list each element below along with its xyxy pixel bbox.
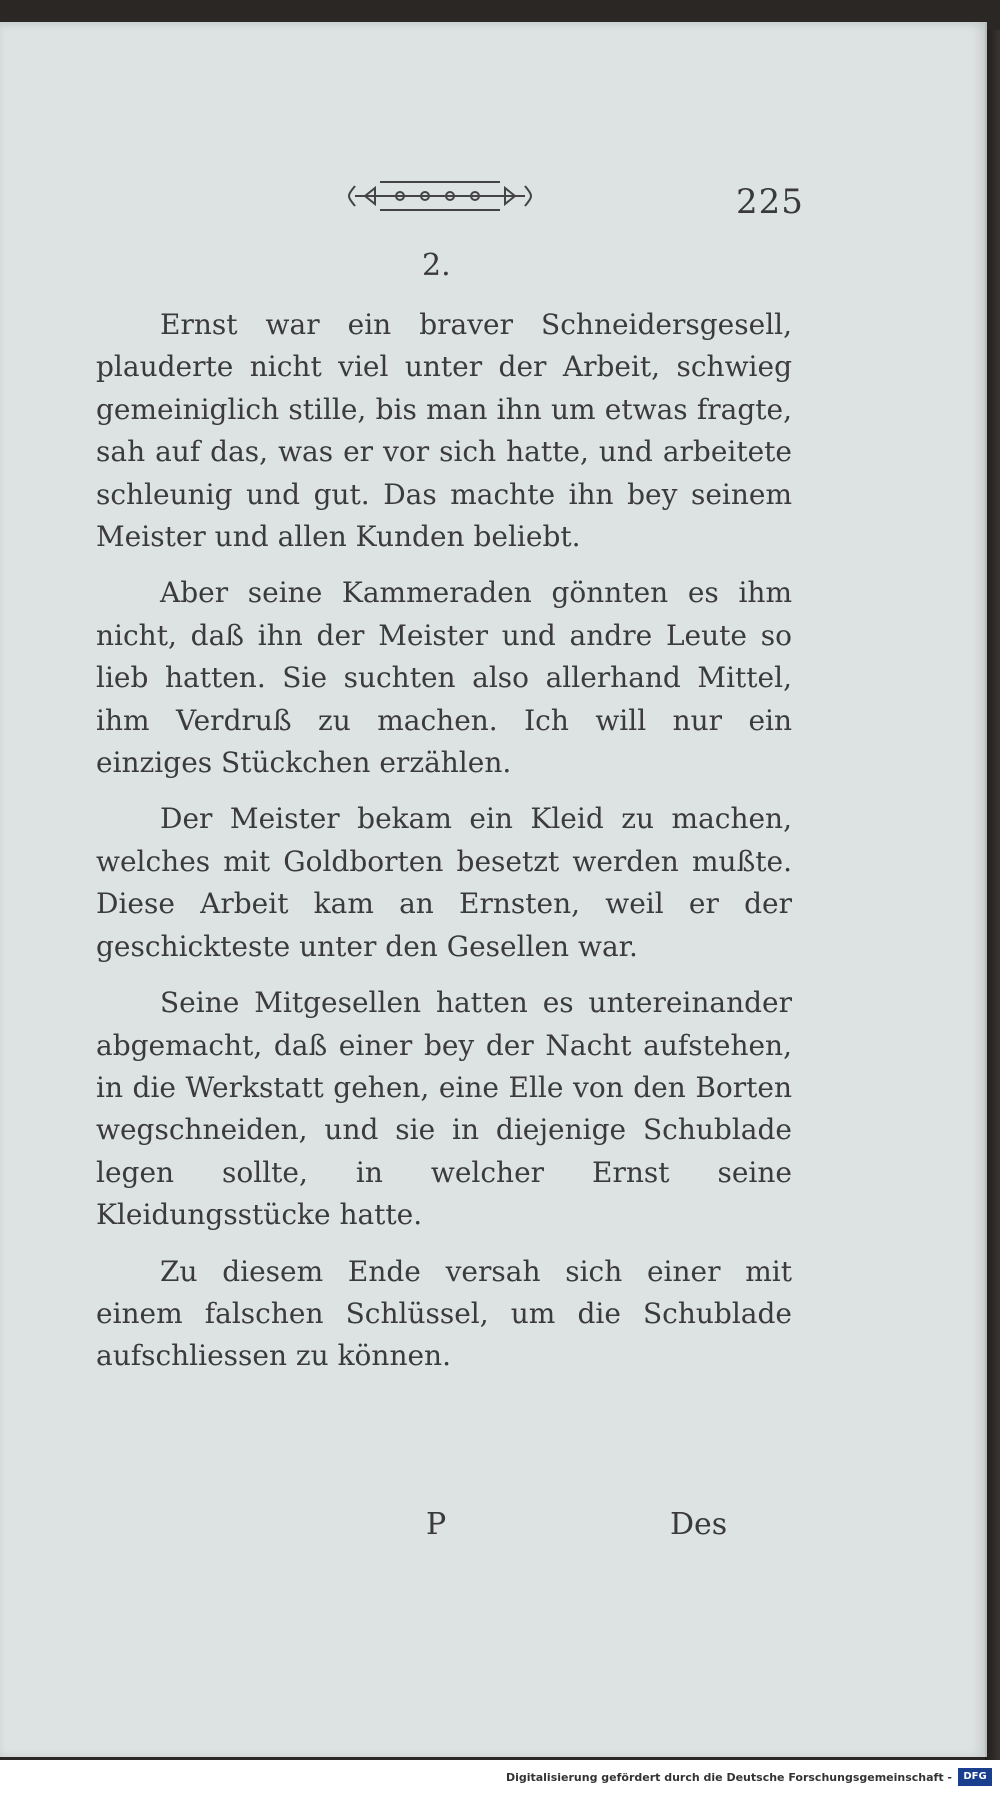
page-number: 225 — [736, 182, 804, 222]
paragraph-4: Seine Mitgesellen hatten es untereinander abgemacht, daß einer bey der Nacht aufstehen, in die Werkstatt gehen, eine Elle von den Borten wegschneiden, und sie in diejenige Schublade legen sollte, in welcher Ernst seine Kleidungsstücke hatte. — [96, 986, 792, 1232]
paragraph-2: Aber seine Kammeraden gönnten es ihm nicht, daß ihn der Meister und andre Leute so lieb hatten. Sie suchten also allerhand Mittel, ihm Verdruß zu machen. Ich will nur ein einziges Stückchen erzählen. — [96, 576, 792, 780]
dfg-logo: DFG — [958, 1768, 992, 1786]
body-text — [96, 304, 792, 1392]
paragraph-1: Ernst war ein braver Schneidersgesell, plauderte nicht viel unter der Arbeit, schwieg gemeiniglich stille, bis man ihn um etwas fragte, sah auf das, was er vor sich hatte, und arbeitete schleunig und gut. Das machte ihn bey seinem Meister und allen Kunden beliebt. — [96, 308, 792, 554]
chapter-number: 2. — [422, 248, 451, 283]
paragraph-5: Zu diesem Ende versah sich einer mit einem falschen Schlüssel, um die Schublade aufschliessen zu können. — [96, 1254, 792, 1373]
ornament-icon — [345, 174, 535, 218]
book-edge — [985, 30, 1000, 1760]
catchword: Des — [670, 1507, 728, 1542]
book-page — [0, 22, 987, 1757]
signature-mark: P — [426, 1507, 447, 1542]
paragraph-3: Der Meister bekam ein Kleid zu machen, welches mit Goldborten besetzt werden mußte. Diese Arbeit kam an Ernsten, weil er der geschickteste unter den Gesellen war. — [96, 802, 792, 963]
page-footer-line — [0, 1507, 1000, 1557]
digitization-footer — [0, 1760, 1000, 1795]
funding-notice: Digitalisierung gefördert durch die Deutsche Forschungsgemeinschaft - — [505, 1771, 952, 1784]
